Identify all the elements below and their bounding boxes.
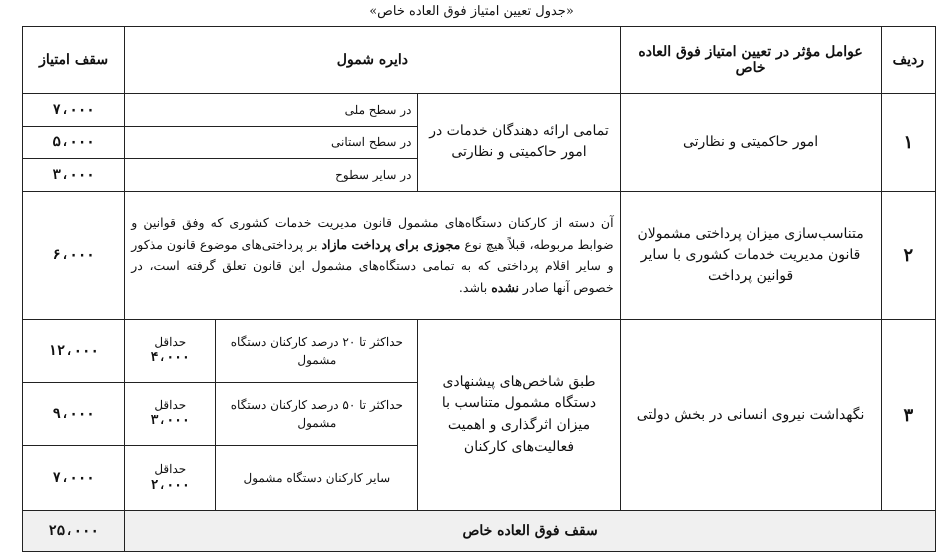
- minimum-cell: [125, 383, 216, 446]
- scope-text-part: باشد.: [458, 280, 492, 296]
- header-factors: عوامل مؤثر در تعیین امتیاز فوق العاده خاص: [620, 27, 881, 94]
- scope-level: در سایر سطوح: [125, 159, 418, 192]
- table-row: [23, 94, 936, 127]
- scope-description: تمامی ارائه دهندگان خدمات در امور حاکمیتی و نظارتی: [418, 94, 620, 192]
- header-cap: سقف امتیاز: [23, 27, 125, 94]
- minimum-cell: [125, 446, 216, 511]
- minimum-value: ۲،۰۰۰: [150, 477, 190, 493]
- total-label: سقف فوق العاده خاص: [125, 511, 936, 552]
- scope-description: طبق شاخص‌های پیشنهادی دستگاه مشمول متناسب با میزان اثرگذاری و اهمیت فعالیت‌های کارکنان: [418, 319, 620, 510]
- factor-cell: نگهداشت نیروی انسانی در بخش دولتی: [620, 319, 881, 510]
- row-number: ۲: [881, 191, 935, 319]
- staff-share: سایر کارکنان دستگاه مشمول: [216, 446, 418, 511]
- cap-value: ۷،۰۰۰: [23, 94, 125, 127]
- total-value: ۲۵،۰۰۰: [23, 511, 125, 552]
- header-scope: دایره شمول: [125, 27, 620, 94]
- row-number: ۱: [881, 94, 935, 192]
- cap-value: ۶،۰۰۰: [23, 191, 125, 319]
- factor-cell: امور حاکمیتی و نظارتی: [620, 94, 881, 192]
- table-row: [23, 191, 936, 319]
- scope-text-bold: نشده: [491, 280, 519, 296]
- staff-share: حداکثر تا ۲۰ درصد کارکنان دستگاه مشمول: [216, 319, 418, 382]
- row-number: ۳: [881, 319, 935, 510]
- table-row: [23, 319, 936, 382]
- total-row: [23, 511, 936, 552]
- minimum-label: حداقل: [154, 461, 187, 476]
- scope-paragraph: [125, 191, 620, 319]
- minimum-value: ۴،۰۰۰: [150, 350, 190, 366]
- scope-text-part: آن دسته از کارکنان دستگاه‌های مشمول قانون مدیریت خدمات کشوری که وفق قوانین و ضوابط مربوطه، قبلاً هیچ نوع: [131, 214, 614, 252]
- header-row: ردیف: [881, 27, 935, 94]
- minimum-label: حداقل: [154, 397, 187, 412]
- cap-value: ۳،۰۰۰: [23, 159, 125, 192]
- cap-value: ۱۲،۰۰۰: [23, 319, 125, 382]
- staff-share: حداکثر تا ۵۰ درصد کارکنان دستگاه مشمول: [216, 383, 418, 446]
- special-allowance-table: [22, 26, 936, 552]
- factor-cell: متناسب‌سازی میزان پرداختی مشمولان قانون مدیریت خدمات کشوری با سایر قوانین پرداخت: [620, 191, 881, 319]
- scope-level: در سطح استانی: [125, 126, 418, 159]
- minimum-cell: [125, 319, 216, 382]
- minimum-value: ۳،۰۰۰: [150, 413, 190, 429]
- scope-text-part: بر پرداختی‌های موضوع قانون مذکور و سایر اقلام پرداختی که به تمامی دستگاه‌های مشمول این قانون تعلق گرفته است، در خصوص آنها صادر: [131, 236, 614, 296]
- scope-text-bold: مجوزی برای پرداخت مازاد: [321, 236, 461, 252]
- cap-value: ۹،۰۰۰: [23, 383, 125, 446]
- cap-value: ۵،۰۰۰: [23, 126, 125, 159]
- cap-value: ۷،۰۰۰: [23, 446, 125, 511]
- table-caption: «جدول تعیین امتیاز فوق العاده خاص»: [369, 4, 574, 19]
- scope-level: در سطح ملی: [125, 94, 418, 127]
- minimum-label: حداقل: [154, 334, 187, 349]
